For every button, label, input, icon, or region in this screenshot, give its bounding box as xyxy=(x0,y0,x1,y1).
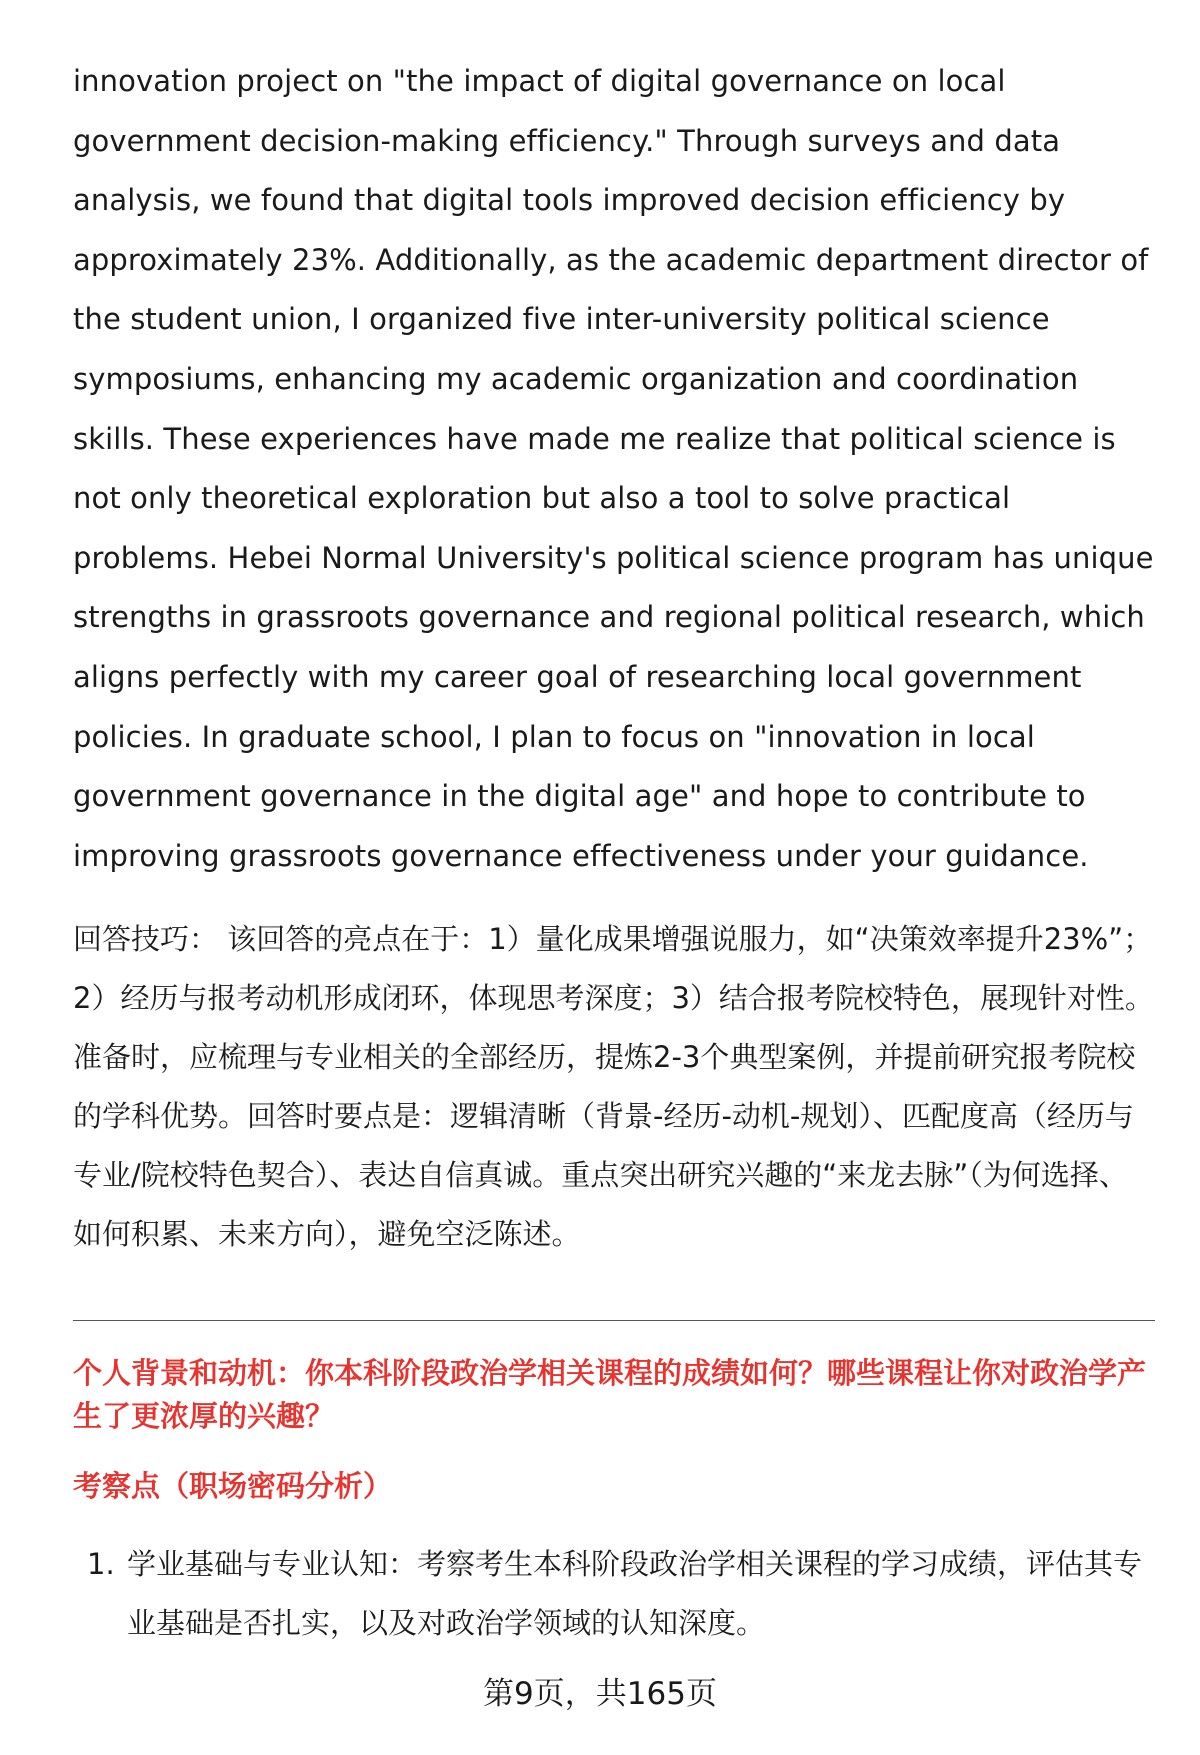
tips-label: 回答技巧： xyxy=(73,922,219,957)
page-number-footer: 第9页，共165页 xyxy=(483,1676,717,1712)
question-heading: 个人背景和动机：你本科阶段政治学相关课程的成绩如何？哪些课程让你对政治学产生了更浓厚的兴趣？ xyxy=(73,1356,1147,1433)
analysis-title: 考察点（职场密码分析） xyxy=(73,1469,393,1503)
answer-tips-paragraph xyxy=(73,910,1155,1264)
list-item-number: 1. xyxy=(87,1547,115,1581)
list-item xyxy=(73,1535,1155,1653)
answer-content xyxy=(73,52,1155,1264)
analysis-list xyxy=(73,1535,1155,1653)
answer-english-paragraph: innovation project on "the impact of digital governance on local government decision-making efficiency." Through surveys and data analysis, we found that digital tools improved decision efficiency by approximately 23%. Additionally, as the academic department director of the student union, I organized five inter-university political science symposiums, enhancing my academic organization and coordination skills. These experiences have made me realize that political science is not only theoretical exploration but also a tool to solve practical problems. Hebei Normal University's political science program has unique strengths in grassroots governance and regional political research, which aligns perfectly with my career goal of researching local government policies. In graduate school, I plan to focus on "innovation in local government governance in the digital age" and hope to contribute to improving grassroots governance effectiveness under your guidance. xyxy=(73,64,1154,873)
list-item-text: 学业基础与专业认知：考察考生本科阶段政治学相关课程的学习成绩，评估其专业基础是否扎实，以及对政治学领域的认知深度。 xyxy=(127,1547,1143,1640)
section-divider xyxy=(73,1320,1155,1321)
tips-text: 该回答的亮点在于：1）量化成果增强说服力，如“决策效率提升23%”；2）经历与报考动机形成闭环，体现思考深度；3）结合报考院校特色，展现针对性。准备时，应梳理与专业相关的全部经历，提炼2-3个典型案例，并提前研究报考院校的学科优势。回答时要点是：逻辑清晰（背景-经历-动机-规划）、匹配度高（经历与专业/院校特色契合）、表达自信真诚。重点突出研究兴趣的“来龙去脉”（为何选择、如何积累、未来方向），避免空泛陈述。 xyxy=(73,922,1154,1252)
